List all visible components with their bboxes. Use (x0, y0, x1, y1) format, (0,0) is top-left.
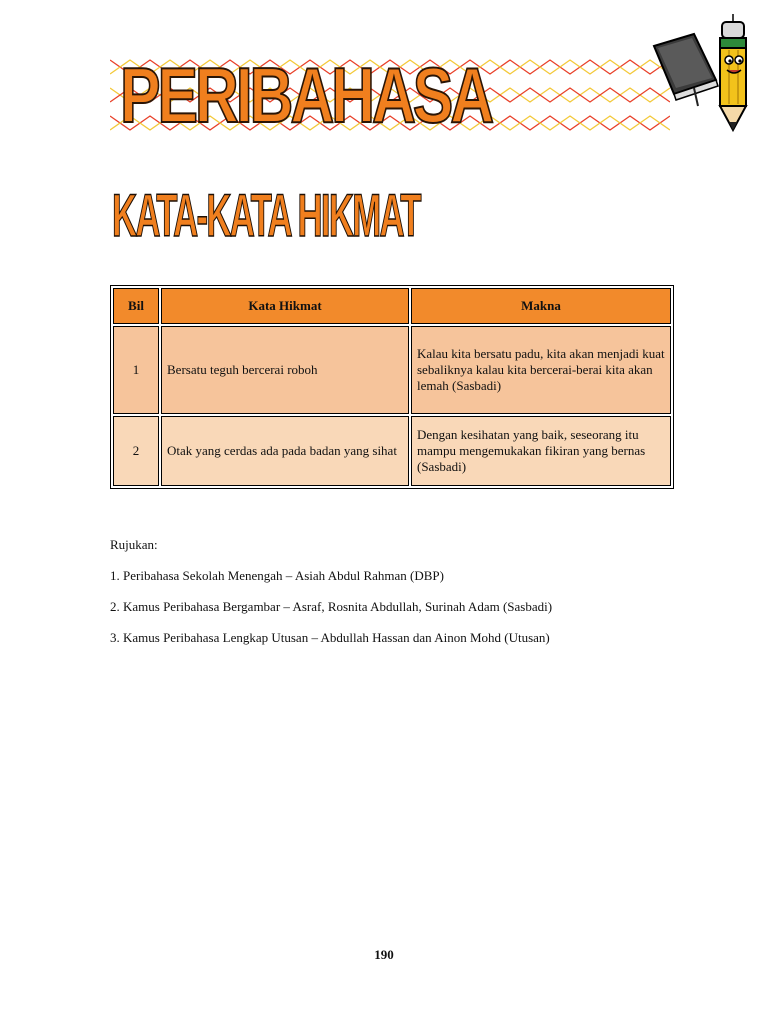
makna-cell: Kalau kita bersatu padu, kita akan menjadi kuat sebaliknya kalau kita bercerai-berai kita akan lemah (Sasbadi) (411, 326, 671, 414)
reference-item: 1. Peribahasa Sekolah Menengah – Asiah Abdul Rahman (DBP) (110, 568, 444, 583)
table-row (113, 416, 671, 486)
pencil-icon (720, 14, 746, 130)
column-header-bil: Bil (113, 288, 159, 324)
kata-hikmat-cell: Bersatu teguh bercerai roboh (161, 326, 409, 414)
reference-item: 2. Kamus Peribahasa Bergambar – Asraf, Rosnita Abdullah, Surinah Adam (Sasbadi) (110, 599, 553, 614)
makna-cell: Dengan kesihatan yang baik, seseorang itu mampu mengemukakan fikiran yang bernas (Sasbadi) (411, 416, 671, 486)
page-title: PERIBAHASA (120, 51, 492, 139)
proverb-table (110, 285, 674, 489)
column-header-kata-hikmat: Kata Hikmat (161, 288, 409, 324)
book-and-pencil-clipart (650, 8, 758, 132)
page-number: 190 (374, 947, 394, 962)
book-icon (654, 34, 718, 106)
kata-hikmat-cell: Otak yang cerdas ada pada badan yang sihat (161, 416, 409, 486)
table-header-row (113, 288, 671, 324)
references-section (110, 537, 552, 661)
row-number: 1 (113, 326, 159, 414)
row-number: 2 (113, 416, 159, 486)
table-row (113, 326, 671, 414)
reference-item: 3. Kamus Peribahasa Lengkap Utusan – Abdullah Hassan dan Ainon Mohd (Utusan) (110, 630, 550, 645)
references-heading: Rujukan: (110, 537, 158, 552)
section-heading: KATA-KATA HIKMAT (112, 182, 420, 249)
column-header-makna: Makna (411, 288, 671, 324)
